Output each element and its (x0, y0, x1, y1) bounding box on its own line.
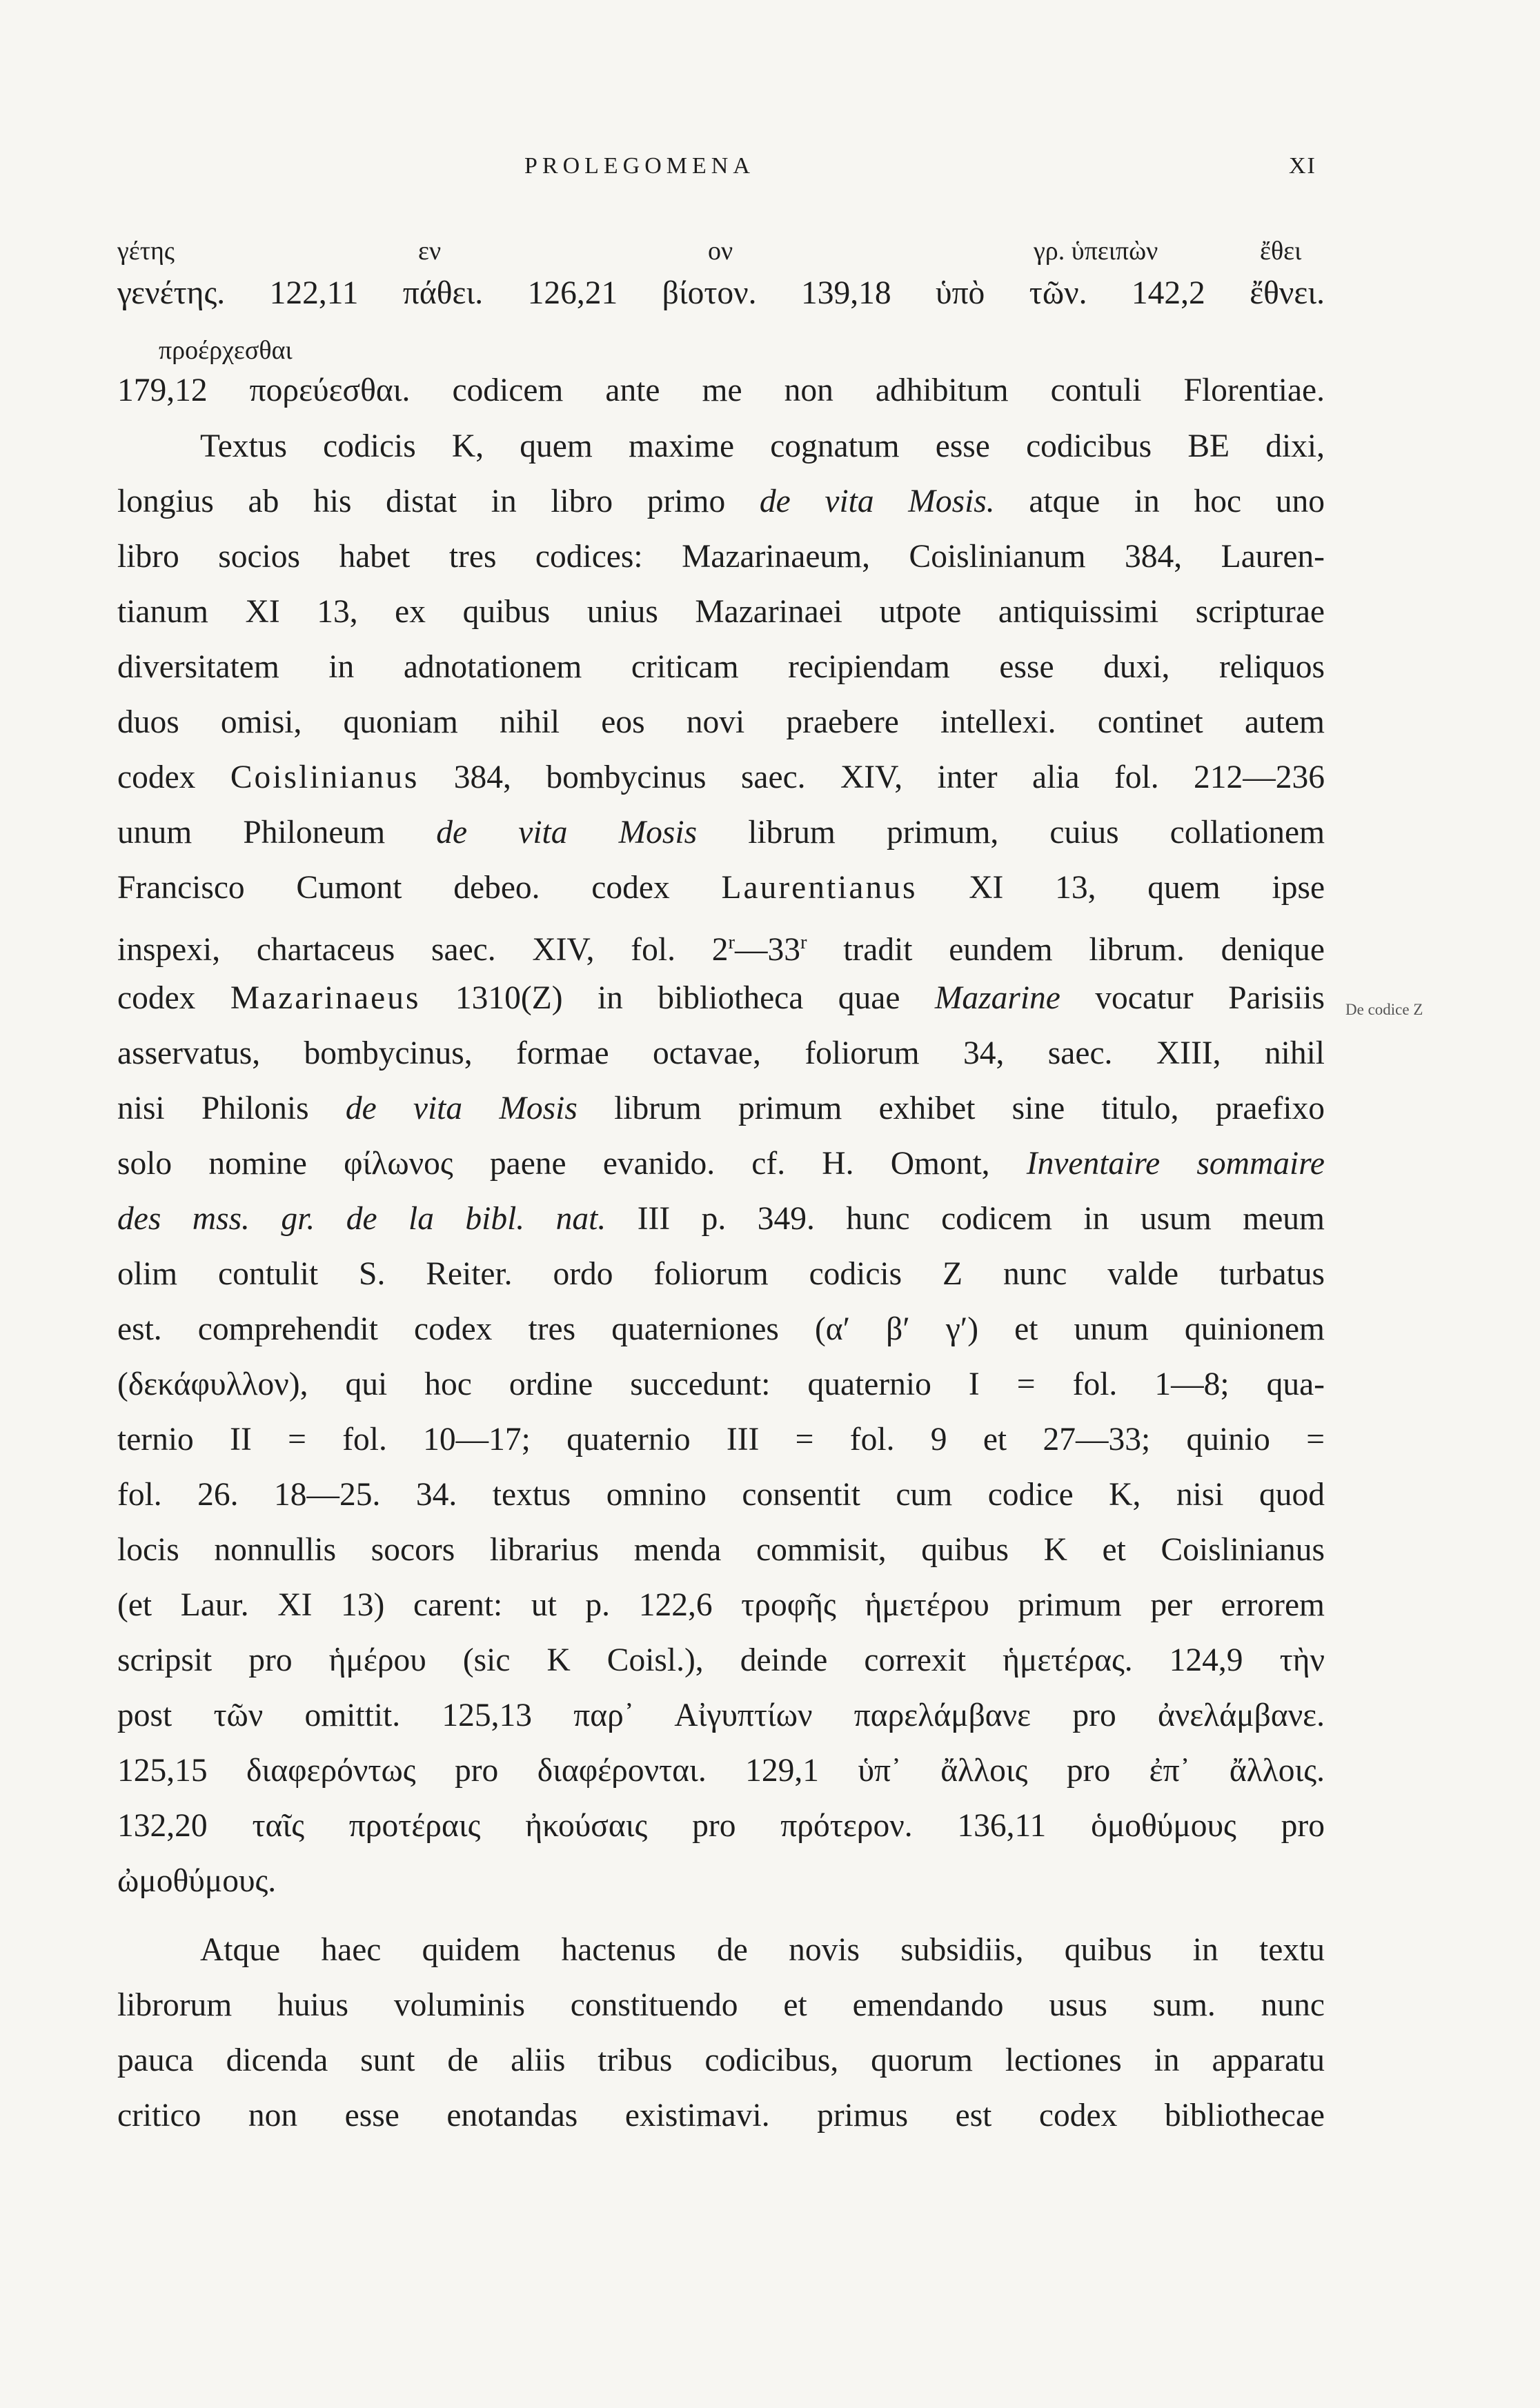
text-line (117, 757, 1325, 798)
text-line: 179,12 πορεύεσθαι. codicem ante me non adhibitum contuli Florentiae. (117, 372, 1325, 408)
text-span: III p. 349. hunc codicem in usum meum (637, 1201, 1325, 1237)
variant-reading: εν (418, 237, 442, 266)
text-line (117, 1198, 1325, 1240)
text-line: fol. 26. 18—25. 34. textus omnino consentit cum codice K, nisi quod (117, 1477, 1325, 1513)
text-span: unum Philoneum (117, 815, 386, 850)
codex-name: Coislinianus (230, 759, 419, 795)
recto-mark: r (728, 932, 735, 953)
text-span: librum primum exhibet sine titulo, praefixo (614, 1091, 1325, 1126)
text-line: 125,15 διαφερόντως pro διαφέρονται. 129,1 ὑπ᾽ ἄλλοις pro ἐπ᾽ ἄλλοις. (117, 1753, 1325, 1789)
text-line: locis nonnullis socors librarius menda commisit, quibus K et Coislinianus (117, 1532, 1325, 1568)
text-line: (δεκάφυλλον), qui hoc ordine succedunt: quaternio I = fol. 1—8; qua- (117, 1366, 1325, 1402)
text-line (117, 481, 1325, 522)
text-span: 1310(Z) in bibliotheca quae (455, 980, 900, 1016)
paragraph-start-line: Textus codicis K, quem maxime cognatum esse codicibus BE dixi, (200, 428, 1325, 464)
text-span: codex (117, 980, 196, 1016)
text-line (117, 812, 1325, 853)
text-span: solo nomine φίλωνος paene evanido. cf. H. Omont, (117, 1146, 990, 1182)
text-line (117, 1143, 1325, 1184)
text-span: nisi Philonis (117, 1091, 309, 1126)
codex-name: Mazarinaeus (230, 980, 421, 1016)
text-line (117, 977, 1325, 1019)
text-line: post τῶν omittit. 125,13 παρ᾽ Αἰγυπτίων παρελάμβανε pro ἀνελάμβανε. (117, 1698, 1325, 1733)
work-title: de vita Mosis. (759, 484, 995, 519)
text-line: ternio II = fol. 10—17; quaternio III = fol. 9 et 27—33; quinio = (117, 1422, 1325, 1457)
text-span (117, 932, 807, 968)
text-line: asservatus, bombycinus, formae octavae, foliorum 34, saec. XIII, nihil (117, 1035, 1325, 1071)
text-line: γενέτης. 122,11 πάθει. 126,21 βίοτον. 139,18 ὑπὸ τῶν. 142,2 ἔθνει. (117, 275, 1325, 311)
text-line: (et Laur. XI 13) carent: ut p. 122,6 τροφῆς ἡμετέρου primum per errorem (117, 1587, 1325, 1623)
variant-reading: προέρχεσθαι (159, 336, 293, 365)
text-span: XI 13, quem ipse (969, 870, 1325, 906)
work-title: de vita Mosis (436, 815, 698, 850)
running-head: PROLEGOMENA (524, 153, 755, 179)
work-title: Inventaire sommaire (1026, 1146, 1325, 1182)
text-line: olim contulit S. Reiter. ordo foliorum codicis Z nunc valde turbatus (117, 1256, 1325, 1292)
text-line: pauca dicenda sunt de aliis tribus codicibus, quorum lectiones in apparatu (117, 2042, 1325, 2078)
text-line: est. comprehendit codex tres quaterniones (α′ β′ γ′) et unum quinionem (117, 1311, 1325, 1347)
variant-reading: γρ. ὑπειπὼν (1034, 237, 1158, 266)
text-span: longius ab his distat in libro primo (117, 484, 726, 519)
paragraph-start-line: Atque haec quidem hactenus de novis subsidiis, quibus in textu (200, 1932, 1325, 1968)
text-span: librum primum, cuius collationem (748, 815, 1325, 850)
text-line (117, 1088, 1325, 1129)
margin-note: De codice Z (1345, 1001, 1423, 1018)
text-span: 384, bombycinus saec. XIV, inter alia fol. 212—236 (453, 759, 1325, 795)
text-line (117, 867, 1325, 908)
recto-mark: r (800, 932, 807, 953)
library-name: Mazarine (934, 980, 1060, 1016)
text-span: vocatur Parisiis (1095, 980, 1325, 1016)
text-line: duos omisi, quoniam nihil eos novi praebere intellexi. continet autem (117, 704, 1325, 740)
text-span: codex (117, 759, 196, 795)
text-line: scripsit pro ἡμέρου (sic K Coisl.), deinde correxit ἡμετέρας. 124,9 τὴν (117, 1642, 1325, 1678)
text-span: —33 (734, 931, 800, 968)
text-line (117, 922, 1325, 971)
text-span: inspexi, chartaceus saec. XIV, fol. 2 (117, 931, 729, 968)
text-line: ὠμοθύμους. (117, 1863, 277, 1899)
text-line: diversitatem in adnotationem criticam recipiendam esse duxi, reliquos (117, 649, 1325, 685)
variant-reading: γέτης (117, 237, 175, 266)
text-line: librorum huius voluminis constituendo et emendando usus sum. nunc (117, 1987, 1325, 2023)
variant-reading: ον (708, 237, 733, 266)
text-line: 132,20 ταῖς προτέραις ἠκούσαις pro πρότερον. 136,11 ὁμοθύμους pro (117, 1808, 1325, 1844)
text-span: tradit eundem librum. denique (843, 931, 1325, 968)
text-span: Francisco Cumont debeo. codex (117, 870, 670, 906)
text-span: atque in hoc uno (1029, 484, 1325, 519)
text-line: libro socios habet tres codices: Mazarinaeum, Coislinianum 384, Lauren- (117, 539, 1325, 575)
text-line: critico non esse enotandas existimavi. primus est codex bibliothecae (117, 2098, 1325, 2133)
variant-reading: ἔθει (1260, 237, 1302, 266)
work-title: des mss. gr. de la bibl. nat. (117, 1201, 606, 1237)
codex-name: Laurentianus (721, 870, 918, 906)
page-number: XI (1289, 153, 1316, 179)
work-title: de vita Mosis (345, 1091, 578, 1126)
text-line: tianum XI 13, ex quibus unius Mazarinaei utpote antiquissimi scripturae (117, 594, 1325, 630)
